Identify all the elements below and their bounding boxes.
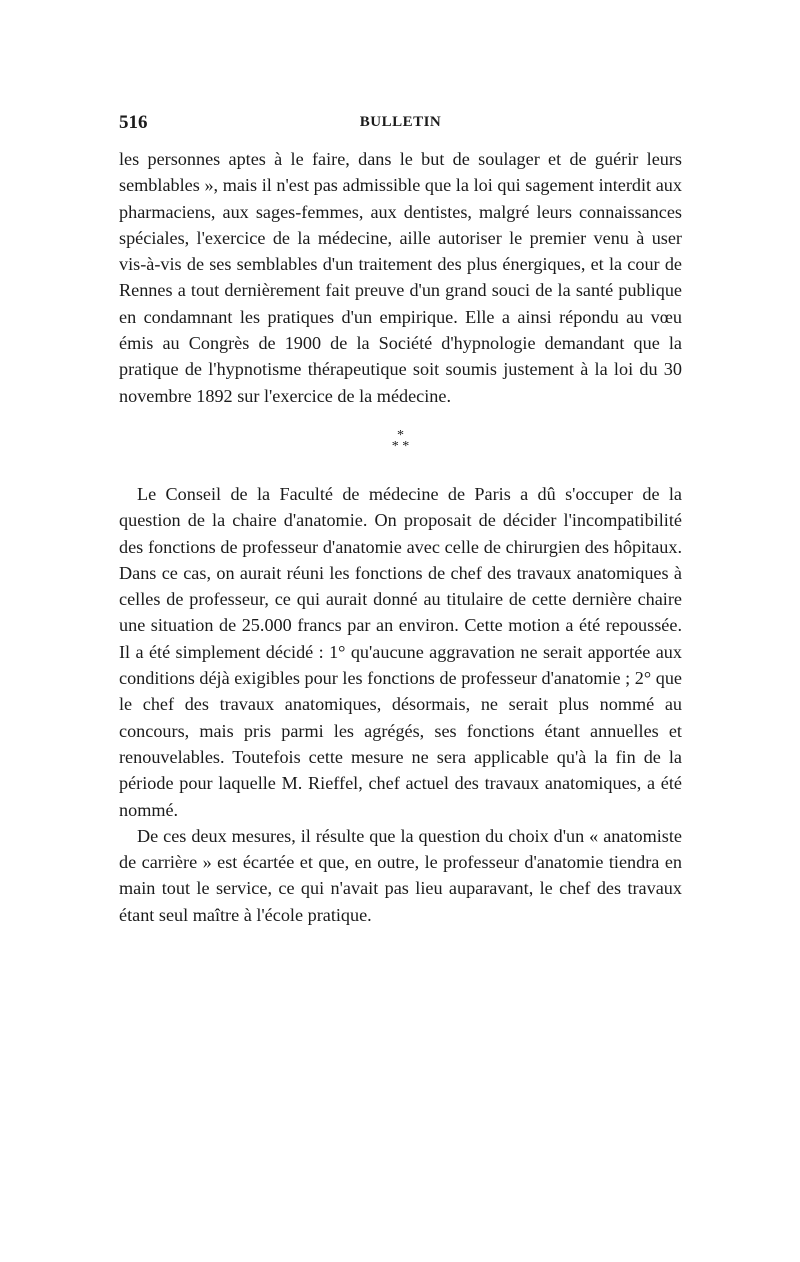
- asterism-bottom: * *: [391, 438, 410, 454]
- asterism-top: *: [397, 427, 404, 443]
- paragraph-hypnotism: les personnes aptes à le faire, dans le but de soulager et de guérir leurs semblables », mais il n'est pas admissible que la loi qui sagement interdit aux pharmaciens, aux sages-femmes, aux dentistes, malgré leurs connaissances spéciales, l'exercice de la médecine, aille autoriser le premier venu à user vis-à-vis de ses semblables d'un traitement des plus énergiques, et la cour de Rennes a tout dernièrement fait preuve d'un grand souci de la santé publique en condamnant les pratiques d'un empirique. Elle a ainsi répondu au vœu émis au Congrès de 1900 de la Société d'hypnologie demandant que la pratique de l'hypnotisme thérapeutique soit soumis justement à la loi du 30 novembre 1892 sur l'exercice de la médecine.: [119, 149, 682, 406]
- paragraph-anatomy-chair: Le Conseil de la Faculté de médecine de Paris a dû s'occuper de la question de la chaire d'anatomie. On proposait de décider l'incompatibilité des fonctions de professeur d'anatomie avec celle de chirurgien des hôpitaux. Dans ce cas, on aurait réuni les fonctions de chef des travaux anatomiques à celles de professeur, ce qui aurait donné au titulaire de cette dernière chaire une situation de 25.000 francs par an environ. Cette motion a été repoussée. Il a été simplement décidé : 1° qu'aucune aggravation ne serait apportée aux conditions déjà exigibles pour les fonctions de professeur d'anatomie ; 2° que le chef des travaux anatomiques, désormais, ne serait plus nommé au concours, mais pris parmi les agrégés, ses fonctions étant annuelles et renouvelables. Toutefois cette mesure ne sera applicable qu'à la fin de la période pour laquelle M. Rieffel, chef actuel des travaux anatomiques, a été nommé.: [119, 483, 682, 820]
- asterism-separator: [119, 409, 682, 481]
- running-header: [119, 112, 682, 138]
- document-page: [119, 112, 682, 928]
- running-title: BULLETIN: [359, 114, 442, 130]
- page-number: 516: [119, 112, 148, 133]
- paragraph-conclusion: De ces deux mesures, il résulte que la question du choix d'un « anatomiste de carrière » est écartée et que, en outre, le professeur d'anatomie tiendra en main tout le service, ce qui n'avait pas lieu auparavant, le chef des travaux étant seul maître à l'école pratique.: [119, 825, 682, 925]
